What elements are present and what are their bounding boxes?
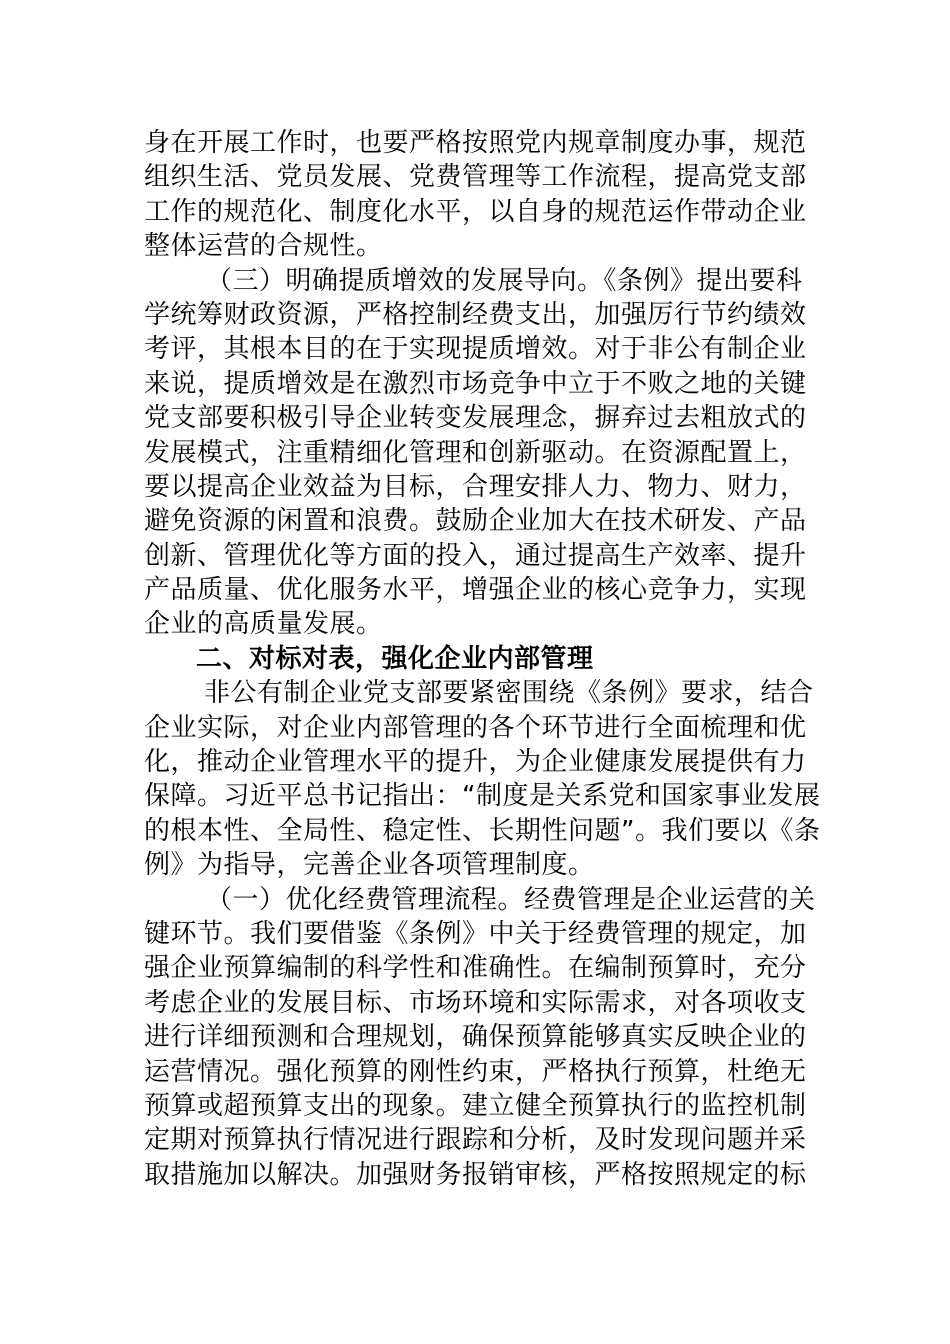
- text-line: 考虑企业的发展目标、市场环境和实际需求，对各项收支: [144, 987, 807, 1018]
- text-line: 企业的高质量发展。: [144, 609, 383, 640]
- paragraph-first-line: 非公有制企业党支部要紧密围绕《条例》要求，结合: [204, 678, 814, 709]
- text-line: 学统筹财政资源，严格控制经费支出，加强厉行节约绩效: [144, 299, 807, 330]
- text-line: 预算或超预算支出的现象。建立健全预算执行的监控机制: [144, 1090, 807, 1121]
- text-line: 保障。习近平总书记指出：“制度是关系党和国家事业发展: [144, 781, 821, 812]
- text-line: 取措施加以解决。加强财务报销审核，严格按照规定的标: [144, 1159, 807, 1190]
- text-line: 进行详细预测和合理规划，确保预算能够真实反映企业的: [144, 1022, 807, 1053]
- text-line: 避免资源的闲置和浪费。鼓励企业加大在技术研发、产品: [144, 506, 807, 537]
- text-line: 键环节。我们要借鉴《条例》中关于经费管理的规定，加: [144, 918, 807, 949]
- subsection-heading-line: （一）优化经费管理流程。经费管理是企业运营的关: [206, 884, 816, 915]
- body-text: [144, 126, 821, 1192]
- text-line: 定期对预算执行情况进行跟踪和分析，及时发现问题并采: [144, 1125, 807, 1156]
- text-line: 化，推动企业管理水平的提升，为企业健康发展提供有力: [144, 747, 807, 778]
- text-line: 身在开展工作时，也要严格按照党内规章制度办事，规范: [144, 128, 807, 158]
- section-heading: 二、对标对表，强化企业内部管理: [196, 643, 594, 674]
- text-line: 企业实际，对企业内部管理的各个环节进行全面梳理和优: [144, 712, 807, 743]
- text-line: 发展模式，注重精细化管理和创新驱动。在资源配置上，: [144, 437, 807, 468]
- text-line: 考评，其根本目的在于实现提质增效。对于非公有制企业: [144, 334, 807, 365]
- subsection-heading-line: （三）明确提质增效的发展导向。《条例》提出要科: [206, 265, 803, 296]
- text-line: 整体运营的合规性。: [144, 231, 383, 262]
- text-line: 例》为指导，完善企业各项管理制度。: [144, 850, 595, 881]
- text-line: 产品质量、优化服务水平，增强企业的核心竞争力，实现: [144, 575, 807, 606]
- text-line: 来说，提质增效是在激烈市场竞争中立于不败之地的关键: [144, 368, 807, 399]
- text-line: 工作的规范化、制度化水平，以自身的规范运作带动企业: [144, 196, 807, 227]
- text-line: 要以提高企业效益为目标，合理安排人力、物力、财力，: [144, 471, 807, 502]
- text-line: 强企业预算编制的科学性和准确性。在编制预算时，充分: [144, 953, 807, 984]
- text-line: 党支部要积极引导企业转变发展理念，摒弃过去粗放式的: [144, 403, 807, 434]
- text-line: 组织生活、党员发展、党费管理等工作流程，提高党支部: [144, 162, 807, 193]
- text-line: 运营情况。强化预算的刚性约束，严格执行预算，杜绝无: [144, 1056, 807, 1087]
- text-line: 的根本性、全局性、稳定性、长期性问题”。我们要以《条: [144, 815, 821, 846]
- text-line: 创新、管理优化等方面的投入，通过提高生产效率、提升: [144, 540, 807, 571]
